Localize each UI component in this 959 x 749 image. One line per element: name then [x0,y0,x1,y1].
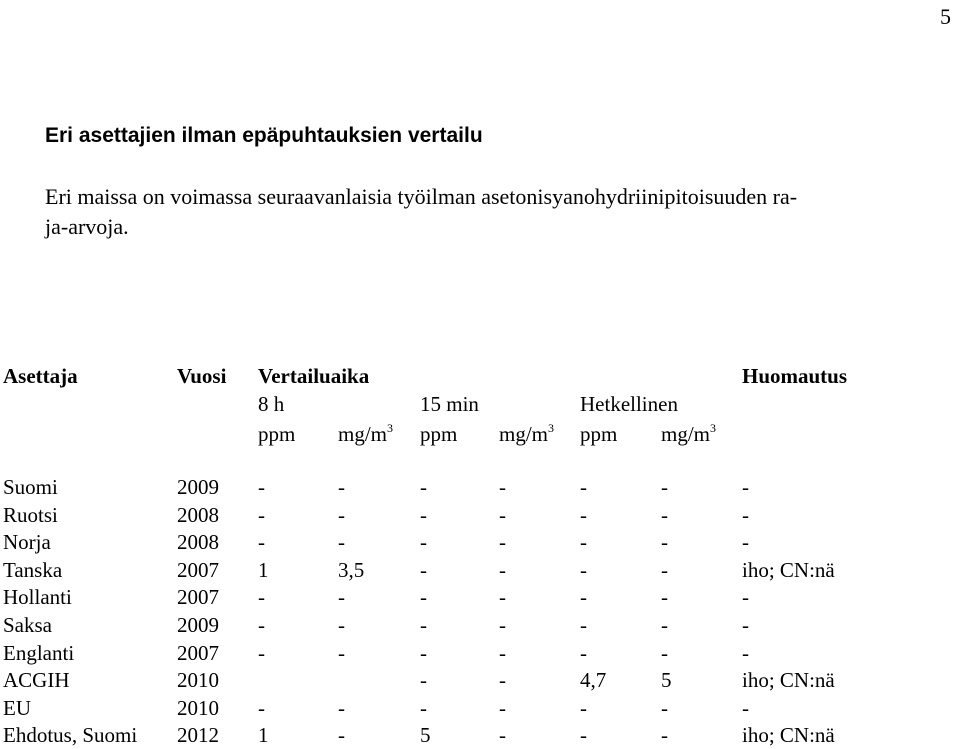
intro-paragraph-line-2: ja-arvoja. [45,214,129,239]
header-vertailuaika: Vertailuaika [258,364,370,388]
cell-year: 2012 [177,723,219,747]
unit-mgm3: $mg/m^3$ [499,421,555,446]
cell-year: 2008 [177,530,219,554]
cell-setter: Saksa [3,613,52,637]
cell-hetkellinen-ppm: - [580,585,587,609]
cell-15min-ppm: - [420,641,427,665]
cell-setter: Tanska [3,558,63,582]
unit-ppm: ppm [420,422,458,446]
cell-hetkellinen-mgm3: - [661,530,668,554]
cell-15min-mgm3: - [499,475,506,499]
cell-hetkellinen-ppm: 4,7 [580,668,607,692]
cell-hetkellinen-mgm3: - [661,723,668,747]
cell-hetkellinen-ppm: - [580,503,587,527]
cell-8h-mgm3: - [338,503,345,527]
cell-year: 2010 [177,668,219,692]
cell-hetkellinen-ppm: - [580,641,587,665]
cell-15min-ppm: - [420,503,427,527]
cell-setter: Ruotsi [3,503,58,527]
cell-8h-mgm3: - [338,585,345,609]
header-asettaja: Asettaja [3,364,78,388]
unit-mgm3: $mg/m^3$ [661,421,717,446]
intro-paragraph-line-1: Eri maissa on voimassa seuraavanlaisia työilman asetonisyanohydriinipitoisuuden ra- [45,184,798,209]
cell-15min-mgm3: - [499,696,506,720]
header-15min: 15 min [420,392,479,416]
cell-15min-mgm3: - [499,503,506,527]
cell-8h-ppm: 1 [258,723,269,747]
cell-setter: EU [3,696,31,720]
cell-15min-mgm3: - [499,723,506,747]
cell-15min-ppm: - [420,558,427,582]
cell-8h-ppm: - [258,641,265,665]
cell-8h-ppm: - [258,696,265,720]
cell-year: 2010 [177,696,219,720]
cell-hetkellinen-mgm3: - [661,475,668,499]
cell-hetkellinen-ppm: - [580,558,587,582]
cell-8h-ppm: - [258,585,265,609]
cell-huomautus: - [742,503,749,527]
cell-hetkellinen-ppm: - [580,613,587,637]
header-8h: 8 h [258,392,285,416]
cell-year: 2007 [177,641,219,665]
cell-15min-mgm3: - [499,613,506,637]
cell-15min-mgm3: - [499,668,506,692]
cell-hetkellinen-ppm: - [580,723,587,747]
cell-8h-mgm3: - [338,723,345,747]
cell-huomautus: iho; CN:nä [742,558,835,582]
cell-hetkellinen-mgm3: 5 [661,668,672,692]
cell-8h-mgm3: - [338,613,345,637]
cell-hetkellinen-mgm3: - [661,613,668,637]
cell-hetkellinen-mgm3: - [661,585,668,609]
cell-huomautus: iho; CN:nä [742,723,835,747]
cell-setter: Englanti [3,641,75,665]
page-number: 5 [940,4,951,29]
cell-year: 2009 [177,613,219,637]
cell-15min-ppm: - [420,696,427,720]
cell-huomautus: - [742,475,749,499]
cell-15min-ppm: - [420,585,427,609]
cell-year: 2007 [177,558,219,582]
cell-15min-ppm: - [420,613,427,637]
header-huomautus: Huomautus [742,364,848,388]
cell-hetkellinen-ppm: - [580,530,587,554]
cell-hetkellinen-mgm3: - [661,558,668,582]
cell-hetkellinen-ppm: - [580,696,587,720]
unit-mgm3: $mg/m^3$ [338,421,394,446]
cell-huomautus: - [742,585,749,609]
header-vuosi: Vuosi [177,364,227,388]
cell-8h-ppm: - [258,503,265,527]
header-hetkellinen: Hetkellinen [580,392,678,416]
cell-setter: Suomi [3,475,58,499]
cell-8h-ppm: - [258,475,265,499]
cell-8h-mgm3: - [338,475,345,499]
cell-15min-ppm: - [420,530,427,554]
cell-15min-mgm3: - [499,558,506,582]
cell-year: 2008 [177,503,219,527]
cell-8h-ppm: - [258,530,265,554]
cell-hetkellinen-mgm3: - [661,503,668,527]
cell-huomautus: - [742,696,749,720]
cell-hetkellinen-ppm: - [580,475,587,499]
cell-year: 2007 [177,585,219,609]
unit-ppm: ppm [580,422,618,446]
cell-hetkellinen-mgm3: - [661,641,668,665]
unit-ppm: ppm [258,422,296,446]
cell-huomautus: - [742,641,749,665]
cell-8h-mgm3: - [338,696,345,720]
cell-year: 2009 [177,475,219,499]
cell-setter: Norja [3,530,51,554]
cell-15min-mgm3: - [499,585,506,609]
cell-setter: Hollanti [3,585,72,609]
cell-setter: Ehdotus, Suomi [3,723,138,747]
cell-8h-mgm3: - [338,641,345,665]
section-heading: Eri asettajien ilman epäpuhtauksien vertailu [45,124,483,147]
cell-15min-mgm3: - [499,530,506,554]
cell-hetkellinen-mgm3: - [661,696,668,720]
cell-huomautus: iho; CN:nä [742,668,835,692]
cell-8h-mgm3: - [338,530,345,554]
cell-huomautus: - [742,530,749,554]
cell-setter: ACGIH [3,668,70,692]
cell-15min-mgm3: - [499,641,506,665]
cell-8h-mgm3: 3,5 [338,558,365,582]
cell-15min-ppm: - [420,668,427,692]
cell-8h-ppm: 1 [258,558,269,582]
cell-15min-ppm: 5 [420,723,431,747]
cell-8h-ppm: - [258,613,265,637]
cell-huomautus: - [742,613,749,637]
cell-15min-ppm: - [420,475,427,499]
